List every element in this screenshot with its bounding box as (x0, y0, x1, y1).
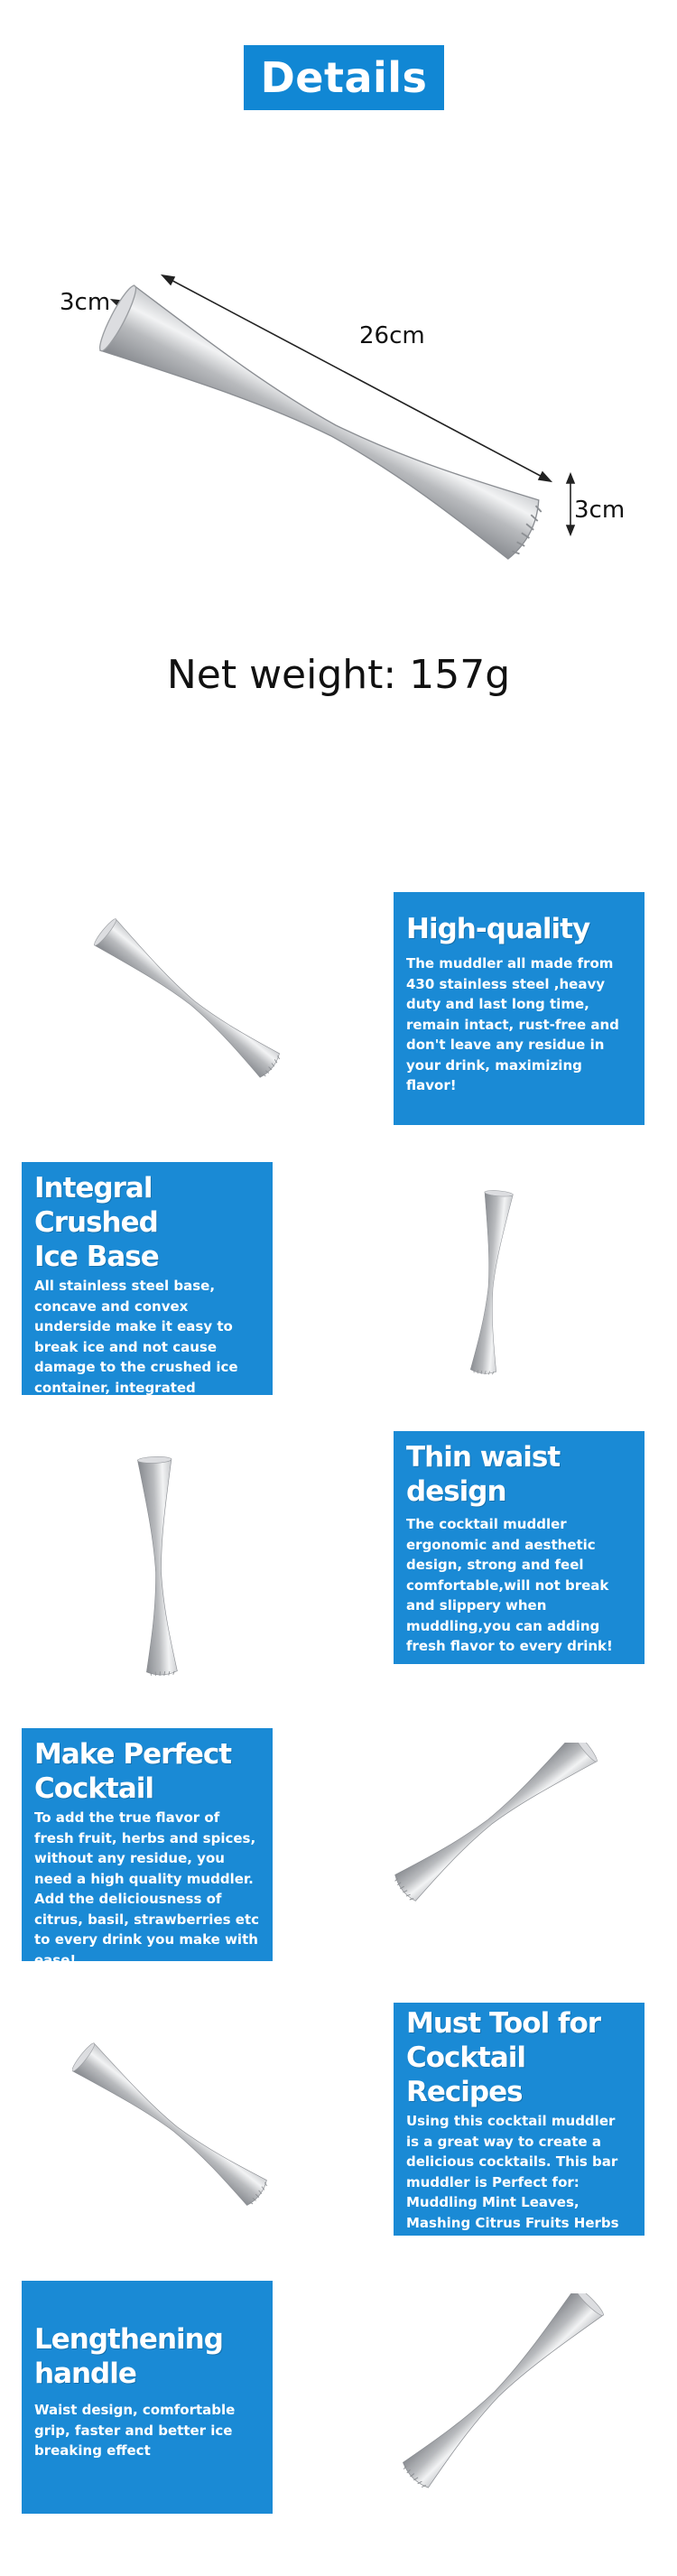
feature-panel-must-tool-for-cocktail-recipes (394, 2003, 645, 2292)
feature-title: Lengthening handle (34, 2323, 223, 2390)
length-label: 26cm (359, 322, 425, 349)
muddler-image (72, 2036, 298, 2244)
muddler-image (126, 1440, 226, 1684)
feature-description: The muddler all made from 430 stainless steel ,heavy duty and last long time, remain intact, rust-free and don't leave any residue in your drink, maximizing flavor! (406, 955, 619, 1093)
muddler-image (81, 903, 307, 1111)
diameter-right-label: 3cm (574, 497, 626, 524)
feature-title: Integral Crushed Ice Base (34, 1172, 159, 1273)
feature-panel-make-perfect-cocktail (22, 1728, 273, 1968)
muddler-image (95, 283, 548, 566)
muddler-image (379, 2293, 614, 2510)
feature-panel-integral-crushed-ice-base (22, 1162, 273, 1437)
muddler-image (379, 1743, 605, 1950)
feature-title: Must Tool for Cocktail Recipes (406, 2007, 601, 2108)
feature-title: Thin waist design (406, 1441, 561, 1508)
net-weight-label: Net weight: 157g (166, 652, 511, 698)
feature-panel-thin-waist-design (394, 1431, 645, 1664)
feature-description: The cocktail muddler ergonomic and aesthetic design, strong and feel comfortable,will not break and slippery when muddling,you can adding fresh flavor to every drink! (406, 1516, 613, 1654)
feature-description: To add the true flavor of fresh fruit, herbs and spices, without any residue, you need a high quality muddler. Add the deliciousness of citrus, basil, strawberries etc to every drink you make with ease! (34, 1809, 260, 1968)
feature-title: High-quality (406, 913, 590, 945)
feature-description: Using this cocktail muddler is a great way to create a delicious cocktails. This bar muddler is Perfect for: Muddling Mint Leaves, Mashing Citrus Fruits Herbs and Spices and Making Delicious Mojitos and Other Cocktails. (406, 2113, 619, 2292)
muddler-image (451, 1174, 542, 1390)
feature-description: All stainless steel base, concave and convex underside make it easy to break ice and not cause damage to the crushed ice container, integrated crushed popsicle is not easy to filth, clean easily (34, 1278, 251, 1437)
details-title: Details (260, 53, 428, 102)
height-arrow-icon (567, 474, 574, 535)
feature-description: Waist design, comfortable grip, faster and better ice breaking effect (34, 2402, 236, 2459)
feature-title: Make Perfect Cocktail (34, 1738, 232, 1805)
diameter-left-label: 3cm (60, 289, 111, 316)
feature-panel-high-quality (394, 892, 645, 1125)
feature-panel-lengthening-handle (22, 2281, 273, 2514)
details-title-badge (244, 45, 444, 110)
